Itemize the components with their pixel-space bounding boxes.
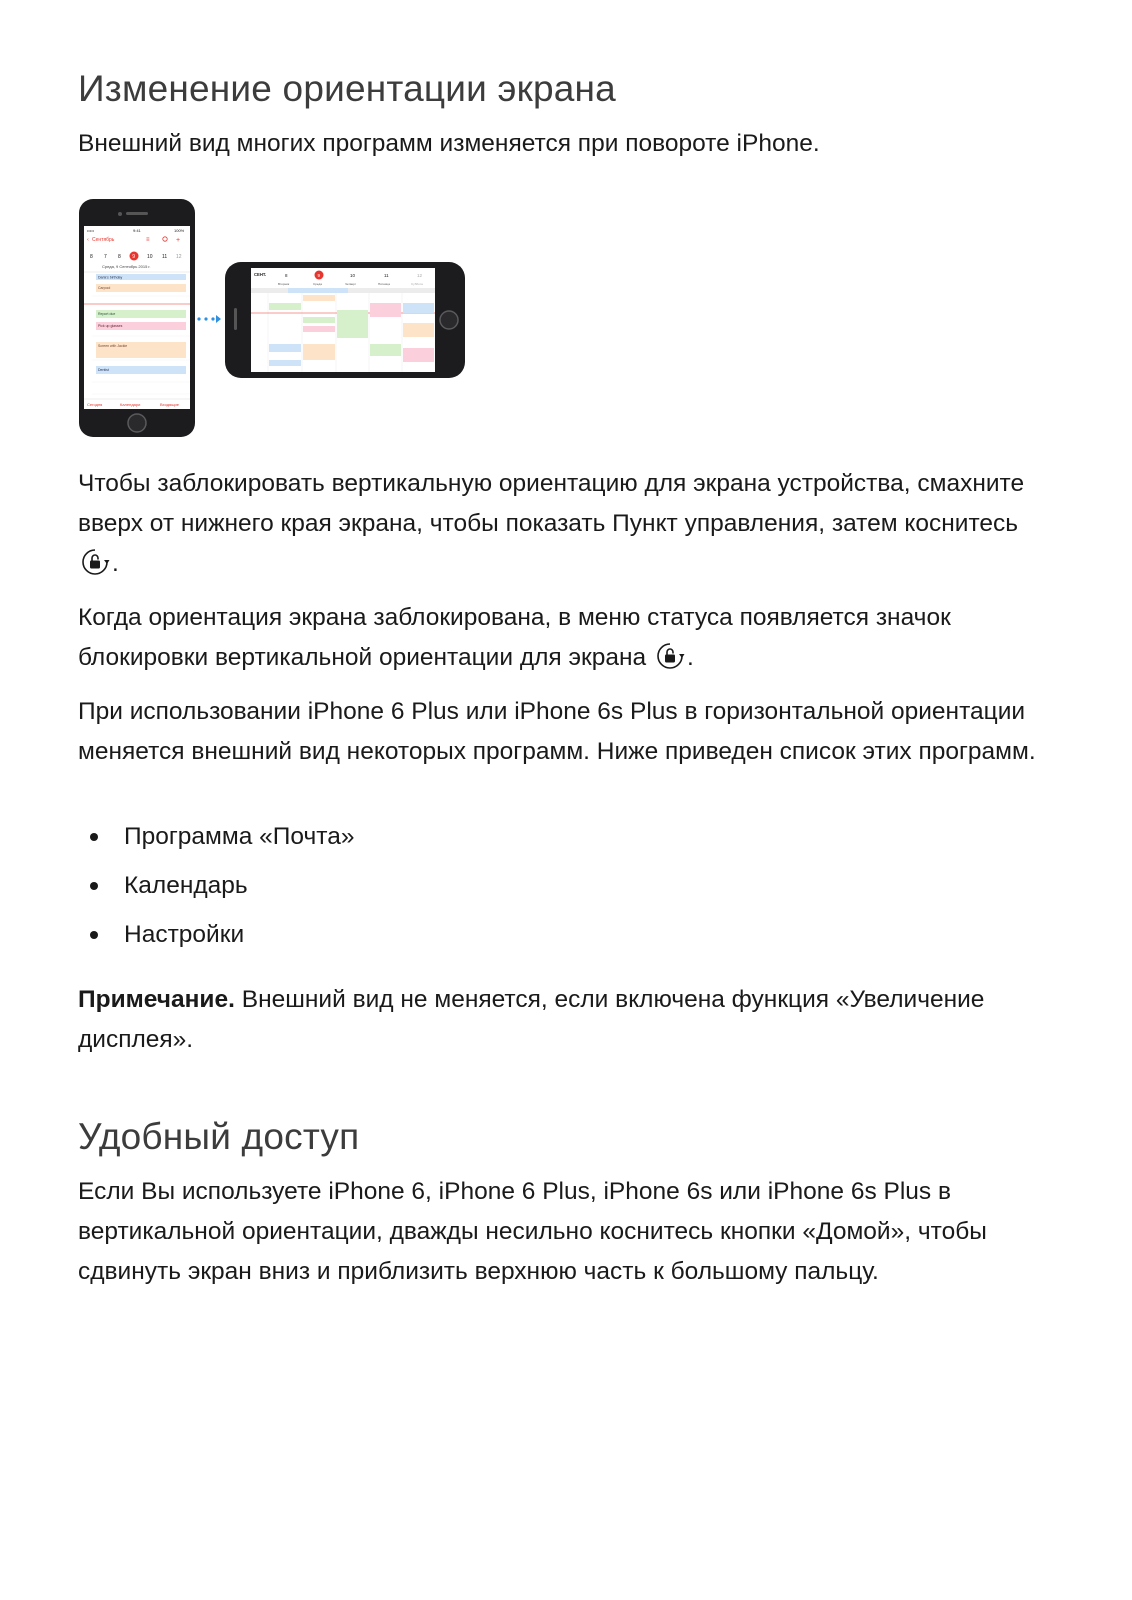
landscape-month: СЕНТ. <box>254 272 267 277</box>
svg-text:7: 7 <box>104 254 107 260</box>
list-item: Программа «Почта» <box>78 812 354 861</box>
svg-text:Pick up glasses: Pick up glasses <box>98 324 123 328</box>
section-title-orientation: Изменение ориентации экрана <box>78 68 616 109</box>
portrait-list-icon: ≡ <box>146 237 150 243</box>
svg-text:Суббота: Суббота <box>411 282 423 286</box>
portrait-tab-today: Сегодня <box>87 402 103 407</box>
portrait-time: 9:41 <box>133 228 141 233</box>
section-title-reachability: Удобный доступ <box>78 1116 360 1157</box>
svg-text:Вторник: Вторник <box>278 282 290 286</box>
note-label: Примечание. <box>78 986 235 1013</box>
portrait-home-button <box>128 414 146 432</box>
portrait-tab-inbox: Входящие <box>160 402 179 407</box>
svg-text:12: 12 <box>176 254 182 260</box>
landscape-speaker <box>234 308 237 330</box>
list-item: Календарь <box>78 861 354 910</box>
portrait-date-line: Среда, 9 Сентябрь 2015 г. <box>102 264 151 269</box>
svg-text:9: 9 <box>132 254 135 260</box>
portrait-signal: ••••• <box>87 228 95 233</box>
plus-models-paragraph: При использовании iPhone 6 Plus или iPhone 6s Plus в горизонтальной ориентации меняется внешний вид некоторых программ. Ниже приведен список этих программ. <box>78 698 1036 765</box>
svg-text:12: 12 <box>417 273 423 278</box>
list-item: Настройки <box>78 910 354 959</box>
svg-text:Screen with Jackie: Screen with Jackie <box>98 344 128 348</box>
svg-text:10: 10 <box>350 273 356 278</box>
svg-text:11: 11 <box>162 254 168 260</box>
intro-paragraph: Внешний вид многих программ изменяется при повороте iPhone. <box>78 130 820 157</box>
svg-text:Dentist: Dentist <box>98 368 109 372</box>
svg-text:11: 11 <box>384 273 389 278</box>
portrait-speaker <box>126 212 148 215</box>
iphone-rotation-illustration <box>78 198 478 442</box>
paragraph-text: Чтобы заблокировать вертикальную ориентацию для экрана устройства, смахните вверх от нижнего края экрана, чтобы показать Пункт управления, затем коснитесь <box>78 470 1025 537</box>
svg-text:Четверг: Четверг <box>345 282 356 286</box>
paragraph-end: . <box>686 644 694 671</box>
apps-list <box>78 812 354 959</box>
orientation-lock-icon <box>80 547 110 577</box>
svg-text:9: 9 <box>317 273 321 278</box>
svg-text:8: 8 <box>90 254 93 260</box>
portrait-back-label: ‹ <box>87 237 89 243</box>
portrait-camera <box>118 212 122 216</box>
dotted-arrow-right-icon <box>197 315 221 323</box>
note-text: Внешний вид не меняется, если включена функция «Увеличение дисплея». <box>78 986 985 1053</box>
svg-text:Пятница: Пятница <box>378 282 390 286</box>
portrait-tab-calendars: Календари <box>120 402 141 407</box>
svg-text:10: 10 <box>147 254 153 260</box>
reachability-paragraph: Если Вы используете iPhone 6, iPhone 6 Plus, iPhone 6s или iPhone 6s Plus в вертикальной ориентации, дважды несильно коснитесь кнопки «Домой», чтобы сдвинуть экран вниз и приблизить верхнюю часть к большому пальцу. <box>78 1178 987 1285</box>
lock-orientation-paragraph <box>78 464 1058 584</box>
paragraph-end: . <box>112 550 119 577</box>
portrait-back-month: Сентябрь <box>92 237 115 243</box>
event-dentist <box>96 366 186 374</box>
orientation-lock-icon <box>655 641 685 671</box>
svg-text:Report due: Report due <box>98 312 116 316</box>
paragraph-text: Когда ориентация экрана заблокирована, в меню статуса появляется значок блокировки вертикальной ориентации для экрана <box>78 604 951 671</box>
portrait-add-icon: + <box>176 237 181 244</box>
svg-text:Darla's birthday: Darla's birthday <box>98 275 123 280</box>
note-paragraph <box>78 980 1058 1060</box>
svg-text:Carpool: Carpool <box>98 286 111 290</box>
portrait-battery: 100% <box>174 228 185 233</box>
lock-status-paragraph <box>78 598 1058 678</box>
landscape-home-button <box>440 311 458 329</box>
svg-text:Среда: Среда <box>313 282 322 286</box>
iphone-rotation-figure <box>78 198 478 442</box>
svg-text:8: 8 <box>118 254 121 260</box>
svg-text:8: 8 <box>285 273 288 278</box>
